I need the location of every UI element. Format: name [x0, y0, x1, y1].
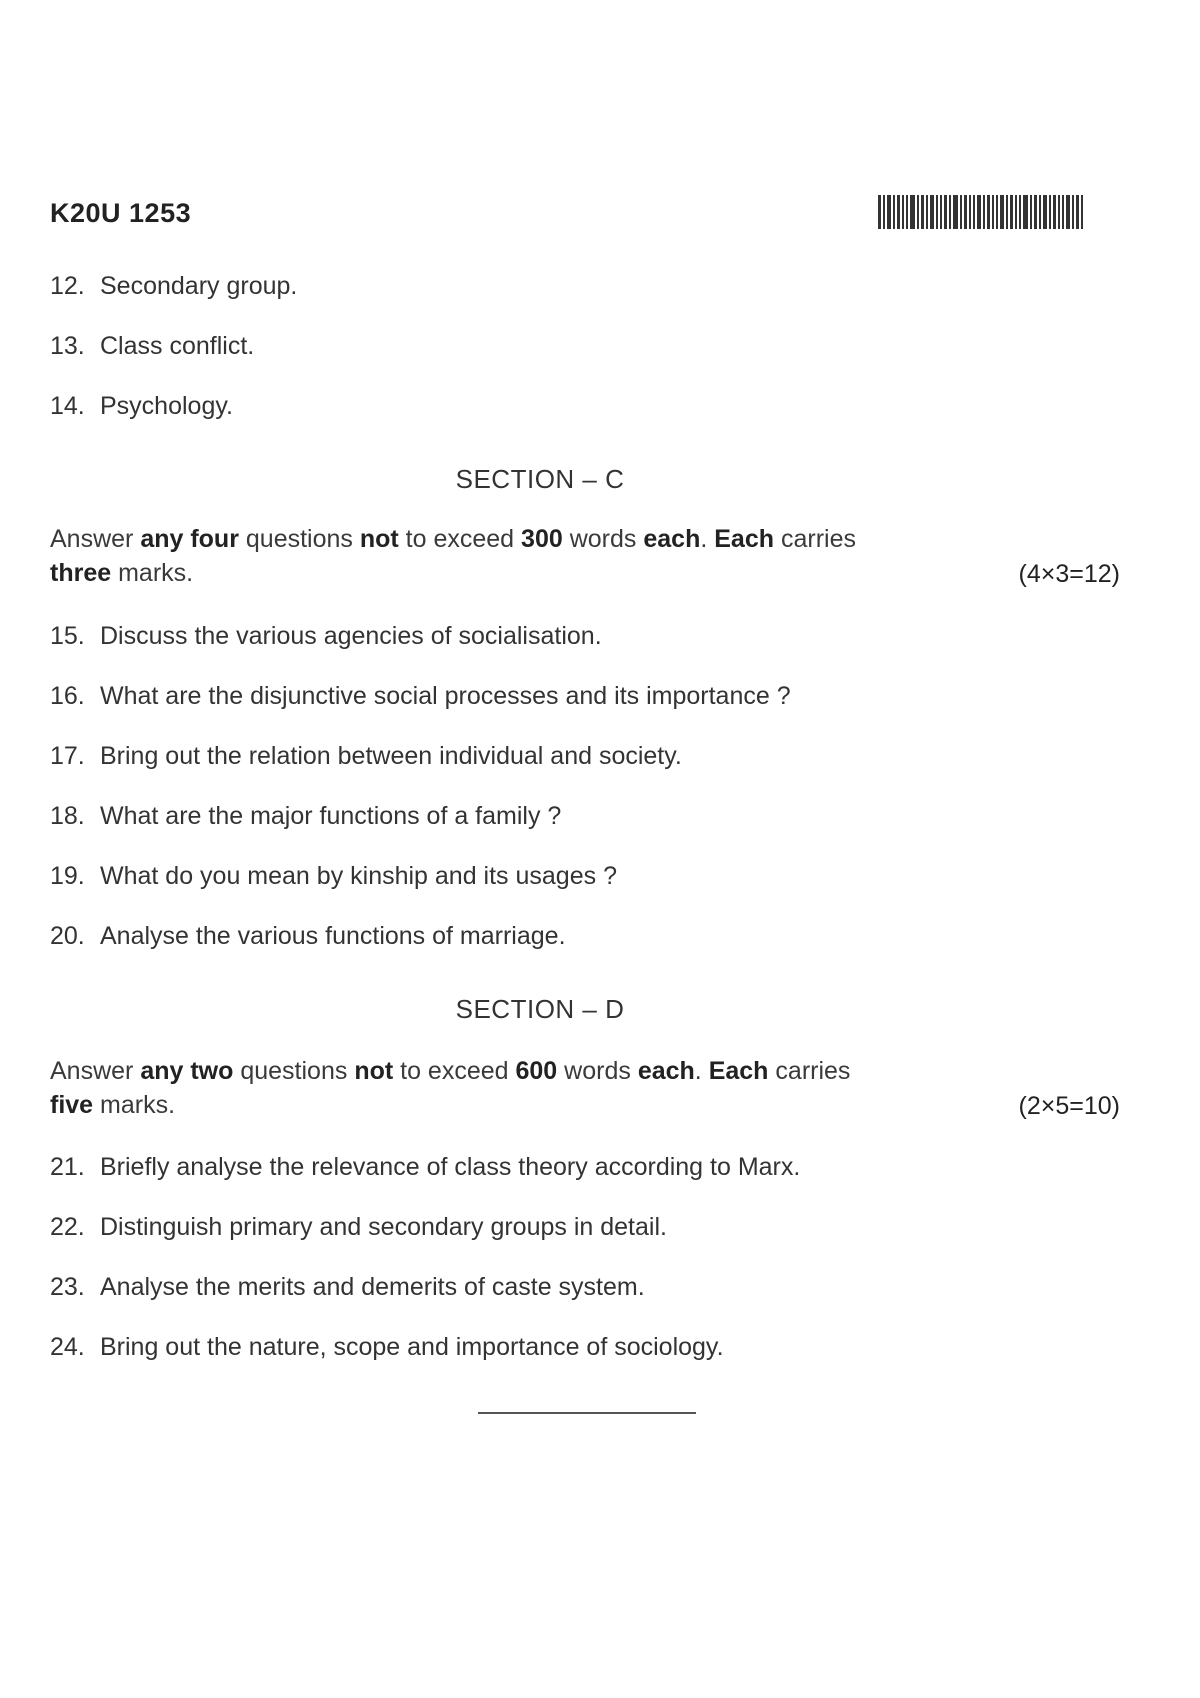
section-d-title: SECTION – D: [455, 994, 625, 1024]
section-c-title: SECTION – C: [455, 464, 625, 494]
question-18: 18. What are the major functions of a family ?: [50, 802, 562, 830]
section-d-marks: (2×5=10): [1018, 1092, 1120, 1120]
paper-code: K20U 1253: [50, 198, 192, 228]
section-c-marks: (4×3=12): [1018, 560, 1120, 588]
question-23: 23. Analyse the merits and demerits of caste system.: [50, 1273, 645, 1301]
question-20: 20. Analyse the various functions of marriage.: [50, 922, 566, 950]
question-15: 15. Discuss the various agencies of socialisation.: [50, 622, 602, 650]
question-14: 14. Psychology.: [50, 392, 233, 420]
question-24: 24. Bring out the nature, scope and importance of sociology.: [50, 1333, 724, 1361]
question-19: 19. What do you mean by kinship and its usages ?: [50, 862, 617, 890]
question-17: 17. Bring out the relation between individual and society.: [50, 742, 682, 770]
question-16: 16. What are the disjunctive social processes and its importance ?: [50, 682, 791, 710]
end-divider: [478, 1412, 696, 1414]
question-22: 22. Distinguish primary and secondary groups in detail.: [50, 1213, 667, 1241]
section-c-instructions: Answer any four questions not to exceed 300 words each. Each carries three marks.: [50, 525, 856, 587]
barcode: [878, 195, 1126, 229]
question-12: 12. Secondary group.: [50, 272, 298, 300]
question-13: 13. Class conflict.: [50, 332, 255, 360]
section-d-instructions: Answer any two questions not to exceed 600 words each. Each carries five marks.: [50, 1057, 851, 1119]
question-21: 21. Briefly analyse the relevance of class theory according to Marx.: [50, 1153, 801, 1181]
